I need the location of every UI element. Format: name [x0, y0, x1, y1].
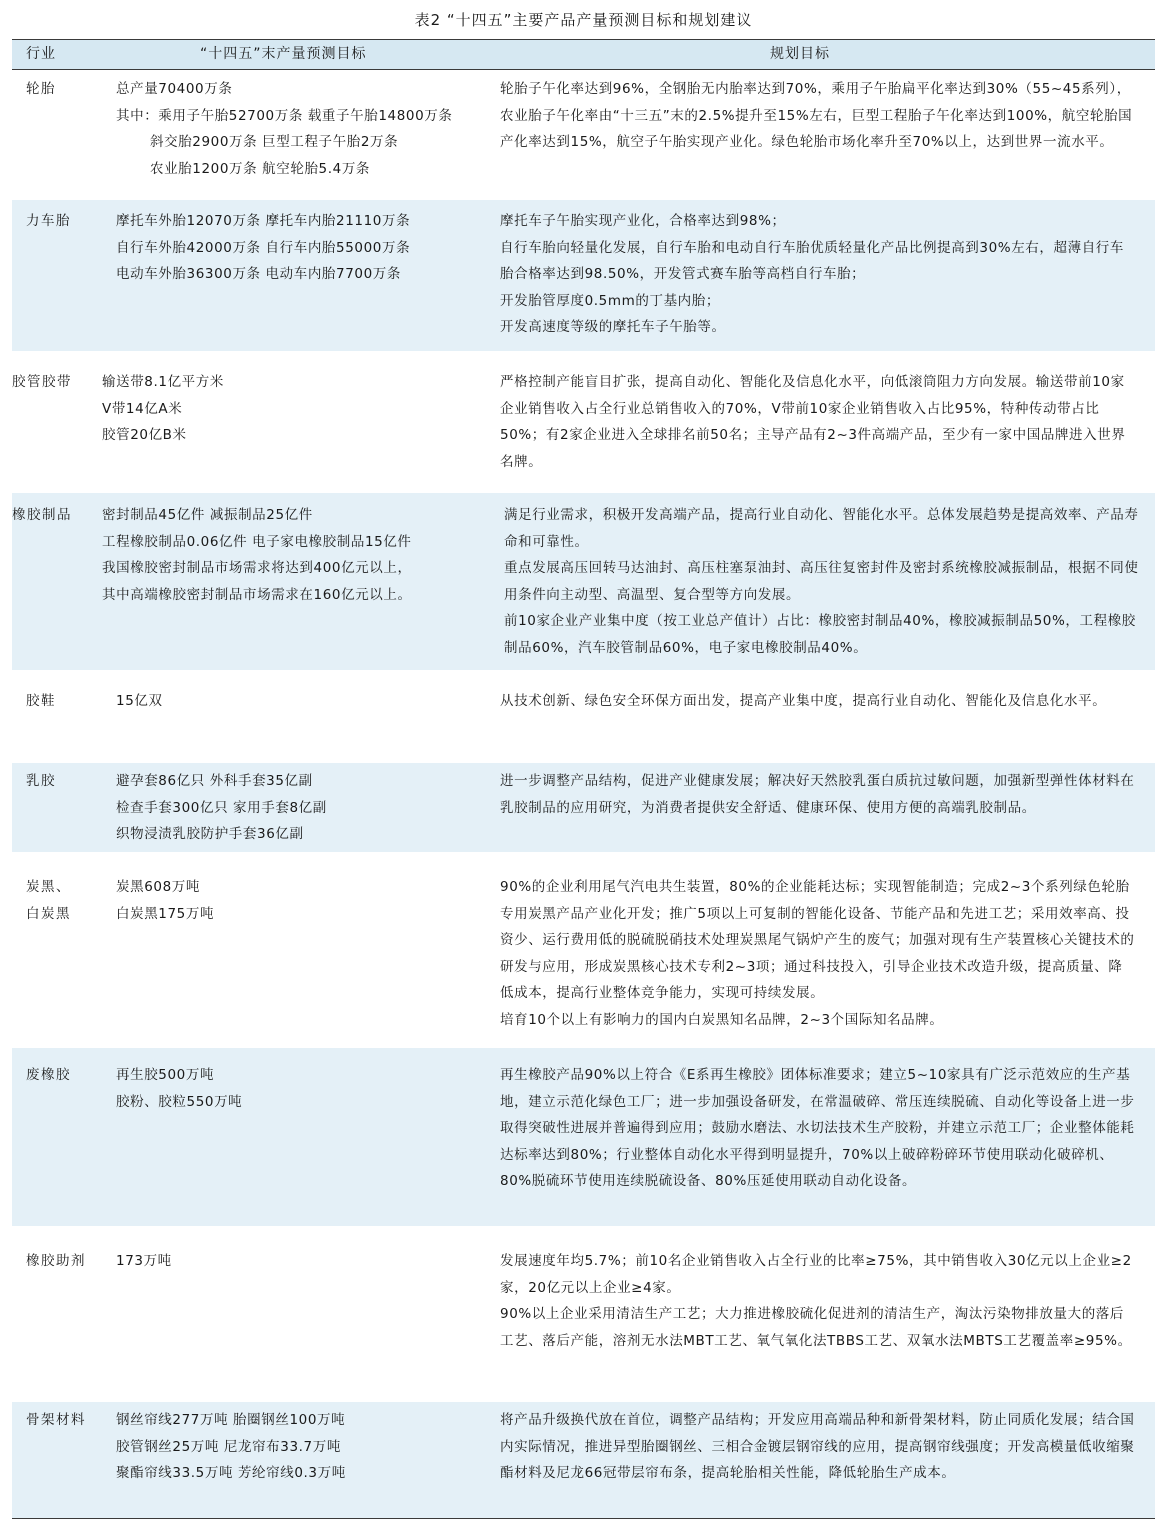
plan-paragraph: 开发胎管厚度0.5mm的丁基内胎；	[500, 292, 720, 309]
table-row	[12, 1226, 1155, 1402]
target-line: 15亿双	[116, 693, 163, 709]
table-row	[12, 1048, 1155, 1226]
plan-paragraph: 前10家企业产业集中度（按工业总产值计）占比：橡胶密封制品40%，橡胶减振制品50%，工程橡胶制品60%，汽车胶管制品60%，电子家电橡胶制品40%。	[504, 613, 1136, 656]
target-line: 炭黑608万吨	[116, 879, 200, 895]
target-cell	[116, 874, 214, 927]
target-cell	[116, 1248, 172, 1275]
table-row	[12, 852, 1155, 1048]
target-line: 输送带8.1亿平方米	[102, 374, 224, 390]
header-industry: 行业	[26, 46, 56, 62]
target-cell	[116, 208, 410, 288]
target-cell	[102, 502, 412, 608]
header-plan: 规划目标	[770, 46, 830, 62]
plan-paragraph: 90%以上企业采用清洁生产工艺；大力推进橡胶硫化促进剂的清洁生产，淘汰污染物排放量大的落后工艺、落后产能，溶剂无水法MBT工艺、氧气氧化法TBBS工艺、双氧水法MBTS工艺覆盖率≥95%。	[500, 1306, 1132, 1349]
plan-paragraph: 进一步调整产品结构，促进产业健康发展；解决好天然胶乳蛋白质抗过敏问题，加强新型弹性体材料在乳胶制品的应用研究，为消费者提供安全舒适、健康环保、使用方便的高端乳胶制品。	[500, 773, 1135, 816]
industry-label: 胶管胶带	[12, 374, 72, 390]
plan-paragraph: 再生橡胶产品90%以上符合《E系再生橡胶》团体标准要求；建立5~10家具有广泛示范效应的生产基地，建立示范化绿色工厂；进一步加强设备研发，在常温破碎、常压连续脱硫、自动化等设备上进一步取得突破性进展并普遍得到应用；鼓励水磨法、水切法技术生产胶粉，并建立示范工厂；企业整体能耗达标率达到80%；行业整体自动化水平得到明显提升，70%以上破碎粉碎环节使用联动化破碎机、80%脱硫环节使用连续脱硫设备、80%压延使用联动自动化设备。	[500, 1067, 1135, 1189]
plan-cell	[500, 76, 1136, 156]
plan-cell	[500, 1062, 1136, 1195]
target-line: 白炭黑175万吨	[116, 905, 215, 922]
target-cell	[116, 688, 163, 715]
target-cell	[116, 1407, 346, 1487]
industry-label: 骨架材料	[26, 1412, 86, 1428]
plan-paragraph: 重点发展高压回转马达油封、高压柱塞泵油封、高压往复密封件及密封系统橡胶减振制品，根据不同使用条件向主动型、高温型、复合型等方向发展。	[504, 560, 1139, 603]
target-line: 农业胎1200万条 航空轮胎5.4万条	[150, 160, 371, 177]
industry-cell	[26, 1407, 86, 1434]
plan-paragraph: 严格控制产能盲目扩张，提高自动化、智能化及信息化水平，向低滚筒阻力方向发展。输送带前10家企业销售收入占全行业总销售收入的70%，V带前10家企业销售收入占比95%，特种传动带占比50%；有2家企业进入全球排名前50名；主导产品有2~3件高端产品，至少有一家中国品牌进入世界名牌。	[500, 374, 1126, 470]
target-line: 摩托车外胎12070万条 摩托车内胎21110万条	[116, 213, 411, 229]
plan-cell	[500, 688, 1136, 715]
table-row	[12, 670, 1155, 763]
industry-label: 力车胎	[26, 213, 71, 229]
industry-label: 橡胶制品	[12, 507, 72, 523]
table-bottom-rule	[12, 1518, 1155, 1519]
industry-label: 炭黑、	[26, 879, 71, 895]
industry-label: 胶鞋	[26, 693, 56, 709]
target-cell	[116, 76, 452, 182]
target-line: 自行车外胎42000万条 自行车内胎55000万条	[116, 239, 411, 256]
table-row	[12, 493, 1155, 670]
plan-cell	[500, 768, 1136, 821]
industry-cell	[26, 688, 56, 715]
plan-cell	[500, 874, 1136, 1033]
target-line: 胶管20亿B米	[102, 427, 187, 443]
target-line: 避孕套86亿只 外科手套35亿副	[116, 773, 313, 789]
table-row	[12, 70, 1155, 200]
industry-cell	[12, 369, 72, 396]
target-line: 胶粉、胶粒550万吨	[116, 1093, 243, 1110]
target-line: 斜交胎2900万条 巨型工程子午胎2万条	[150, 134, 399, 150]
plan-paragraph: 培育10个以上有影响力的国内白炭黑知名品牌，2~3个国际知名品牌。	[500, 1011, 944, 1028]
plan-cell	[500, 1407, 1136, 1487]
plan-paragraph: 开发高速度等级的摩托车子午胎等。	[500, 319, 726, 335]
table-row	[12, 351, 1155, 493]
target-line: 其中高端橡胶密封制品市场需求在160亿元以上。	[102, 586, 412, 603]
industry-cell	[12, 502, 72, 529]
industry-cell	[26, 874, 71, 927]
table-caption: 表2 “十四五”主要产品产量预测目标和规划建议	[414, 11, 753, 29]
industry-label: 白炭黑	[26, 905, 71, 922]
target-cell	[116, 768, 327, 848]
target-line: 胶管钢丝25万吨 尼龙帘布33.7万吨	[116, 1438, 341, 1455]
target-line: 钢丝帘线277万吨 胎圈钢丝100万吨	[116, 1412, 346, 1428]
industry-label: 废橡胶	[26, 1067, 71, 1083]
plan-cell	[504, 502, 1140, 661]
table-row	[12, 200, 1155, 351]
target-cell	[102, 369, 224, 449]
plan-paragraph: 轮胎子午化率达到96%，全钢胎无内胎率达到70%，乘用子午胎扁平化率达到30%（55~45系列），农业胎子午化率由“十三五”末的2.5%提升至15%左右，巨型工程胎子午化率达到100%，航空轮胎国产化率达到15%，航空子午胎实现产业化。绿色轮胎市场化率升至70%以上，达到世界一流水平。	[500, 81, 1133, 150]
target-line: 织物浸渍乳胶防护手套36亿副	[116, 826, 304, 842]
target-line: 173万吨	[116, 1253, 172, 1269]
industry-cell	[26, 208, 71, 235]
target-line: 密封制品45亿件 减振制品25亿件	[102, 507, 313, 523]
table-row	[12, 1402, 1155, 1518]
plan-paragraph: 满足行业需求，积极开发高端产品，提高行业自动化、智能化水平。总体发展趋势是提高效率、产品寿命和可靠性。	[504, 507, 1139, 550]
target-line: 其中：乘用子午胎52700万条 载重子午胎14800万条	[116, 107, 453, 124]
header-target: “十四五”末产量预测目标	[200, 46, 367, 62]
target-line: V带14亿A米	[102, 400, 183, 417]
target-line: 检查手套300亿只 家用手套8亿副	[116, 799, 327, 816]
plan-paragraph: 从技术创新、绿色安全环保方面出发，提高产业集中度，提高行业自动化、智能化及信息化水平。	[500, 693, 1107, 709]
target-line: 电动车外胎36300万条 电动车内胎7700万条	[116, 266, 401, 282]
target-line: 总产量70400万条	[116, 81, 233, 97]
industry-label: 橡胶助剂	[26, 1253, 86, 1269]
industry-label: 乳胶	[26, 773, 56, 789]
target-line: 工程橡胶制品0.06亿件 电子家电橡胶制品15亿件	[102, 533, 412, 550]
industry-cell	[26, 768, 56, 795]
target-line: 聚酯帘线33.5万吨 芳纶帘线0.3万吨	[116, 1465, 346, 1481]
plan-paragraph: 摩托车子午胎实现产业化，合格率达到98%；	[500, 213, 786, 229]
target-cell	[116, 1062, 242, 1115]
target-line: 再生胶500万吨	[116, 1067, 215, 1083]
industry-cell	[26, 1062, 71, 1089]
industry-label: 轮胎	[26, 81, 56, 97]
plan-paragraph: 将产品升级换代放在首位，调整产品结构；开发应用高端品种和新骨架材料，防止同质化发展；结合国内实际情况，推进异型胎圈钢丝、三相合金镀层钢帘线的应用，提高钢帘线强度；开发高模量低收缩聚酯材料及尼龙66冠带层帘布条，提高轮胎相关性能，降低轮胎生产成本。	[500, 1412, 1135, 1481]
table-row	[12, 763, 1155, 852]
plan-paragraph: 自行车胎向轻量化发展，自行车胎和电动自行车胎优质轻量化产品比例提高到30%左右，超薄自行车胎合格率达到98.50%，开发管式赛车胎等高档自行车胎；	[500, 239, 1125, 282]
industry-cell	[26, 1248, 86, 1275]
plan-paragraph: 发展速度年均5.7%；前10名企业销售收入占全行业的比率≥75%，其中销售收入30亿元以上企业≥2家，20亿元以上企业≥4家。	[500, 1253, 1132, 1296]
table-header	[12, 40, 1155, 69]
target-line: 我国橡胶密封制品市场需求将达到400亿元以上，	[102, 560, 412, 576]
plan-cell	[500, 369, 1136, 475]
plan-paragraph: 90%的企业利用尾气汽电共生装置，80%的企业能耗达标；实现智能制造；完成2~3个系列绿色轮胎专用炭黑产品产业化开发；推广5项以上可复制的智能化设备、节能产品和先进工艺；采用效率高、投资少、运行费用低的脱硫脱硝技术处理炭黑尾气锅炉产生的废气；加强对现有生产装置核心关键技术的研发与应用，形成炭黑核心技术专利2~3项；通过科技投入，引导企业技术改造升级，提高质量、降低成本，提高行业整体竞争能力，实现可持续发展。	[500, 879, 1135, 1001]
plan-cell	[500, 208, 1136, 341]
plan-cell	[500, 1248, 1136, 1354]
industry-cell	[26, 76, 56, 103]
